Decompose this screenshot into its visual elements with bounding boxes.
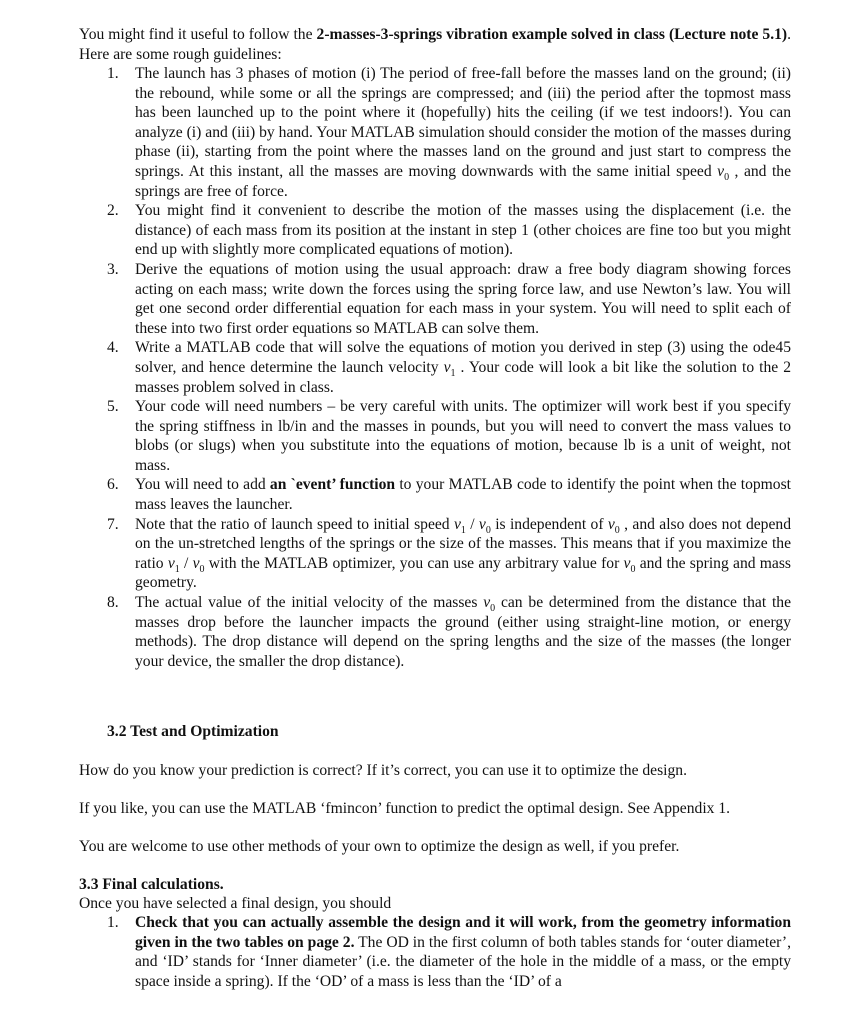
list-item: 8. The actual value of the initial velocity of the masses $v_0$ can be determined from the distance that the masses drop before the launcher impacts the ground (either using straight-line motion, or energy methods). The drop distance will depend on the spring lengths and the size of the masses (the longer your device, the smaller the drop distance). bbox=[107, 594, 792, 670]
intro-bold-reference: 2-masses-3-springs vibration example solved in class (Lecture note 5.1) bbox=[316, 26, 788, 43]
list-item: 1. Check that you can actually assemble the design and it will work, from the geometry information given in the two tables on page 2. The OD in the first column of both tables stands for ‘outer diameter’, and ‘ID’ stands for ‘Inner diameter’ (i.e. the diameter of the hole in the middle of a mass, or the empty space inside a spring). If the ‘OD’ of a mass is less than the ‘ID’ of a bbox=[107, 914, 791, 990]
intro-text: You might find it useful to follow the bbox=[79, 26, 317, 43]
list-item: 2. You might find it convenient to describe the motion of the masses using the displacement (i.e. the distance) of each mass from its position at the instant in step 1 (other choices are fine too but you might end up with slightly more complicated equations of motion). bbox=[107, 202, 791, 259]
section-3-3-intro: Once you have selected a final design, you should bbox=[79, 895, 392, 912]
list-item: 1. The launch has 3 phases of motion (i) The period of free-fall before the masses land on the ground; (ii) the rebound, while some or all the springs are compressed; and (iii) the period after the topmost mass has been launched up to the point where it (hopefully) hits the ceiling (if we test indoors!). You can analyze (i) and (iii) by hand. Your MATLAB simulation should consider the motion of the masses during phase (ii), starting from the point where the masses land on the ground and just start to compress the springs. At this instant, all the masses are moving downwards with the same initial speed $v_0$ , and the springs are free of force. bbox=[107, 65, 791, 200]
list-item: 3. Derive the equations of motion using the usual approach: draw a free body diagram showing forces acting on each mass; write down the forces using the spring force law, and use Newton’s law. You will get one second order differential equation for each mass in your system. You will need to split each of these into two first order equations so MATLAB can solve them. bbox=[107, 260, 791, 337]
final-calculations-list bbox=[79, 913, 791, 991]
guideline-list bbox=[79, 64, 791, 671]
list-item: 6. You will need to add an `event’ function to your MATLAB code to identify the point when the topmost mass leaves the launcher. bbox=[107, 476, 791, 514]
list-item: 5. Your code will need numbers – be very careful with units. The optimizer will work best if you specify the spring stiffness in lb/in and the masses in pounds, but you will need to convert the mass values to blobs (or slugs) when you substitute into the equations of motion, because lb is a unit of weight, not mass. bbox=[107, 398, 791, 474]
section-3-2-paragraph-2: If you like, you can use the MATLAB ‘fmincon’ function to predict the optimal design. See Appendix 1. bbox=[79, 800, 731, 817]
section-3-2-paragraph-1: How do you know your prediction is correct? If it’s correct, you can use it to optimize the design. bbox=[79, 762, 687, 779]
section-3-2-paragraph-3: You are welcome to use other methods of your own to optimize the design as well, if you prefer. bbox=[79, 838, 680, 855]
list-item: 7. Note that the ratio of launch speed to initial speed $v_1 / v_0$ is independent of $v_0$ , and also does not depend on the un-stretched lengths of the springs or the size of the masses. This means that if you maximize the ratio $v_1 / v_0$ with the MATLAB optimizer, you can use any arbitrary value for $v_0$ and the spring and mass geometry. bbox=[107, 515, 791, 592]
intro-paragraph bbox=[79, 25, 791, 64]
intro-text-end: . Here are some rough guidelines: bbox=[79, 26, 791, 63]
section-heading-3-2: 3.2 Test and Optimization bbox=[107, 723, 279, 740]
section-heading-3-3: 3.3 Final calculations. bbox=[79, 876, 224, 893]
list-item: 4. Write a MATLAB code that will solve the equations of motion you derived in step (3) using the ode45 solver, and hence determine the launch velocity $v_1$ . Your code will look a bit like the solution to the 2 masses problem solved in class. bbox=[107, 339, 791, 396]
